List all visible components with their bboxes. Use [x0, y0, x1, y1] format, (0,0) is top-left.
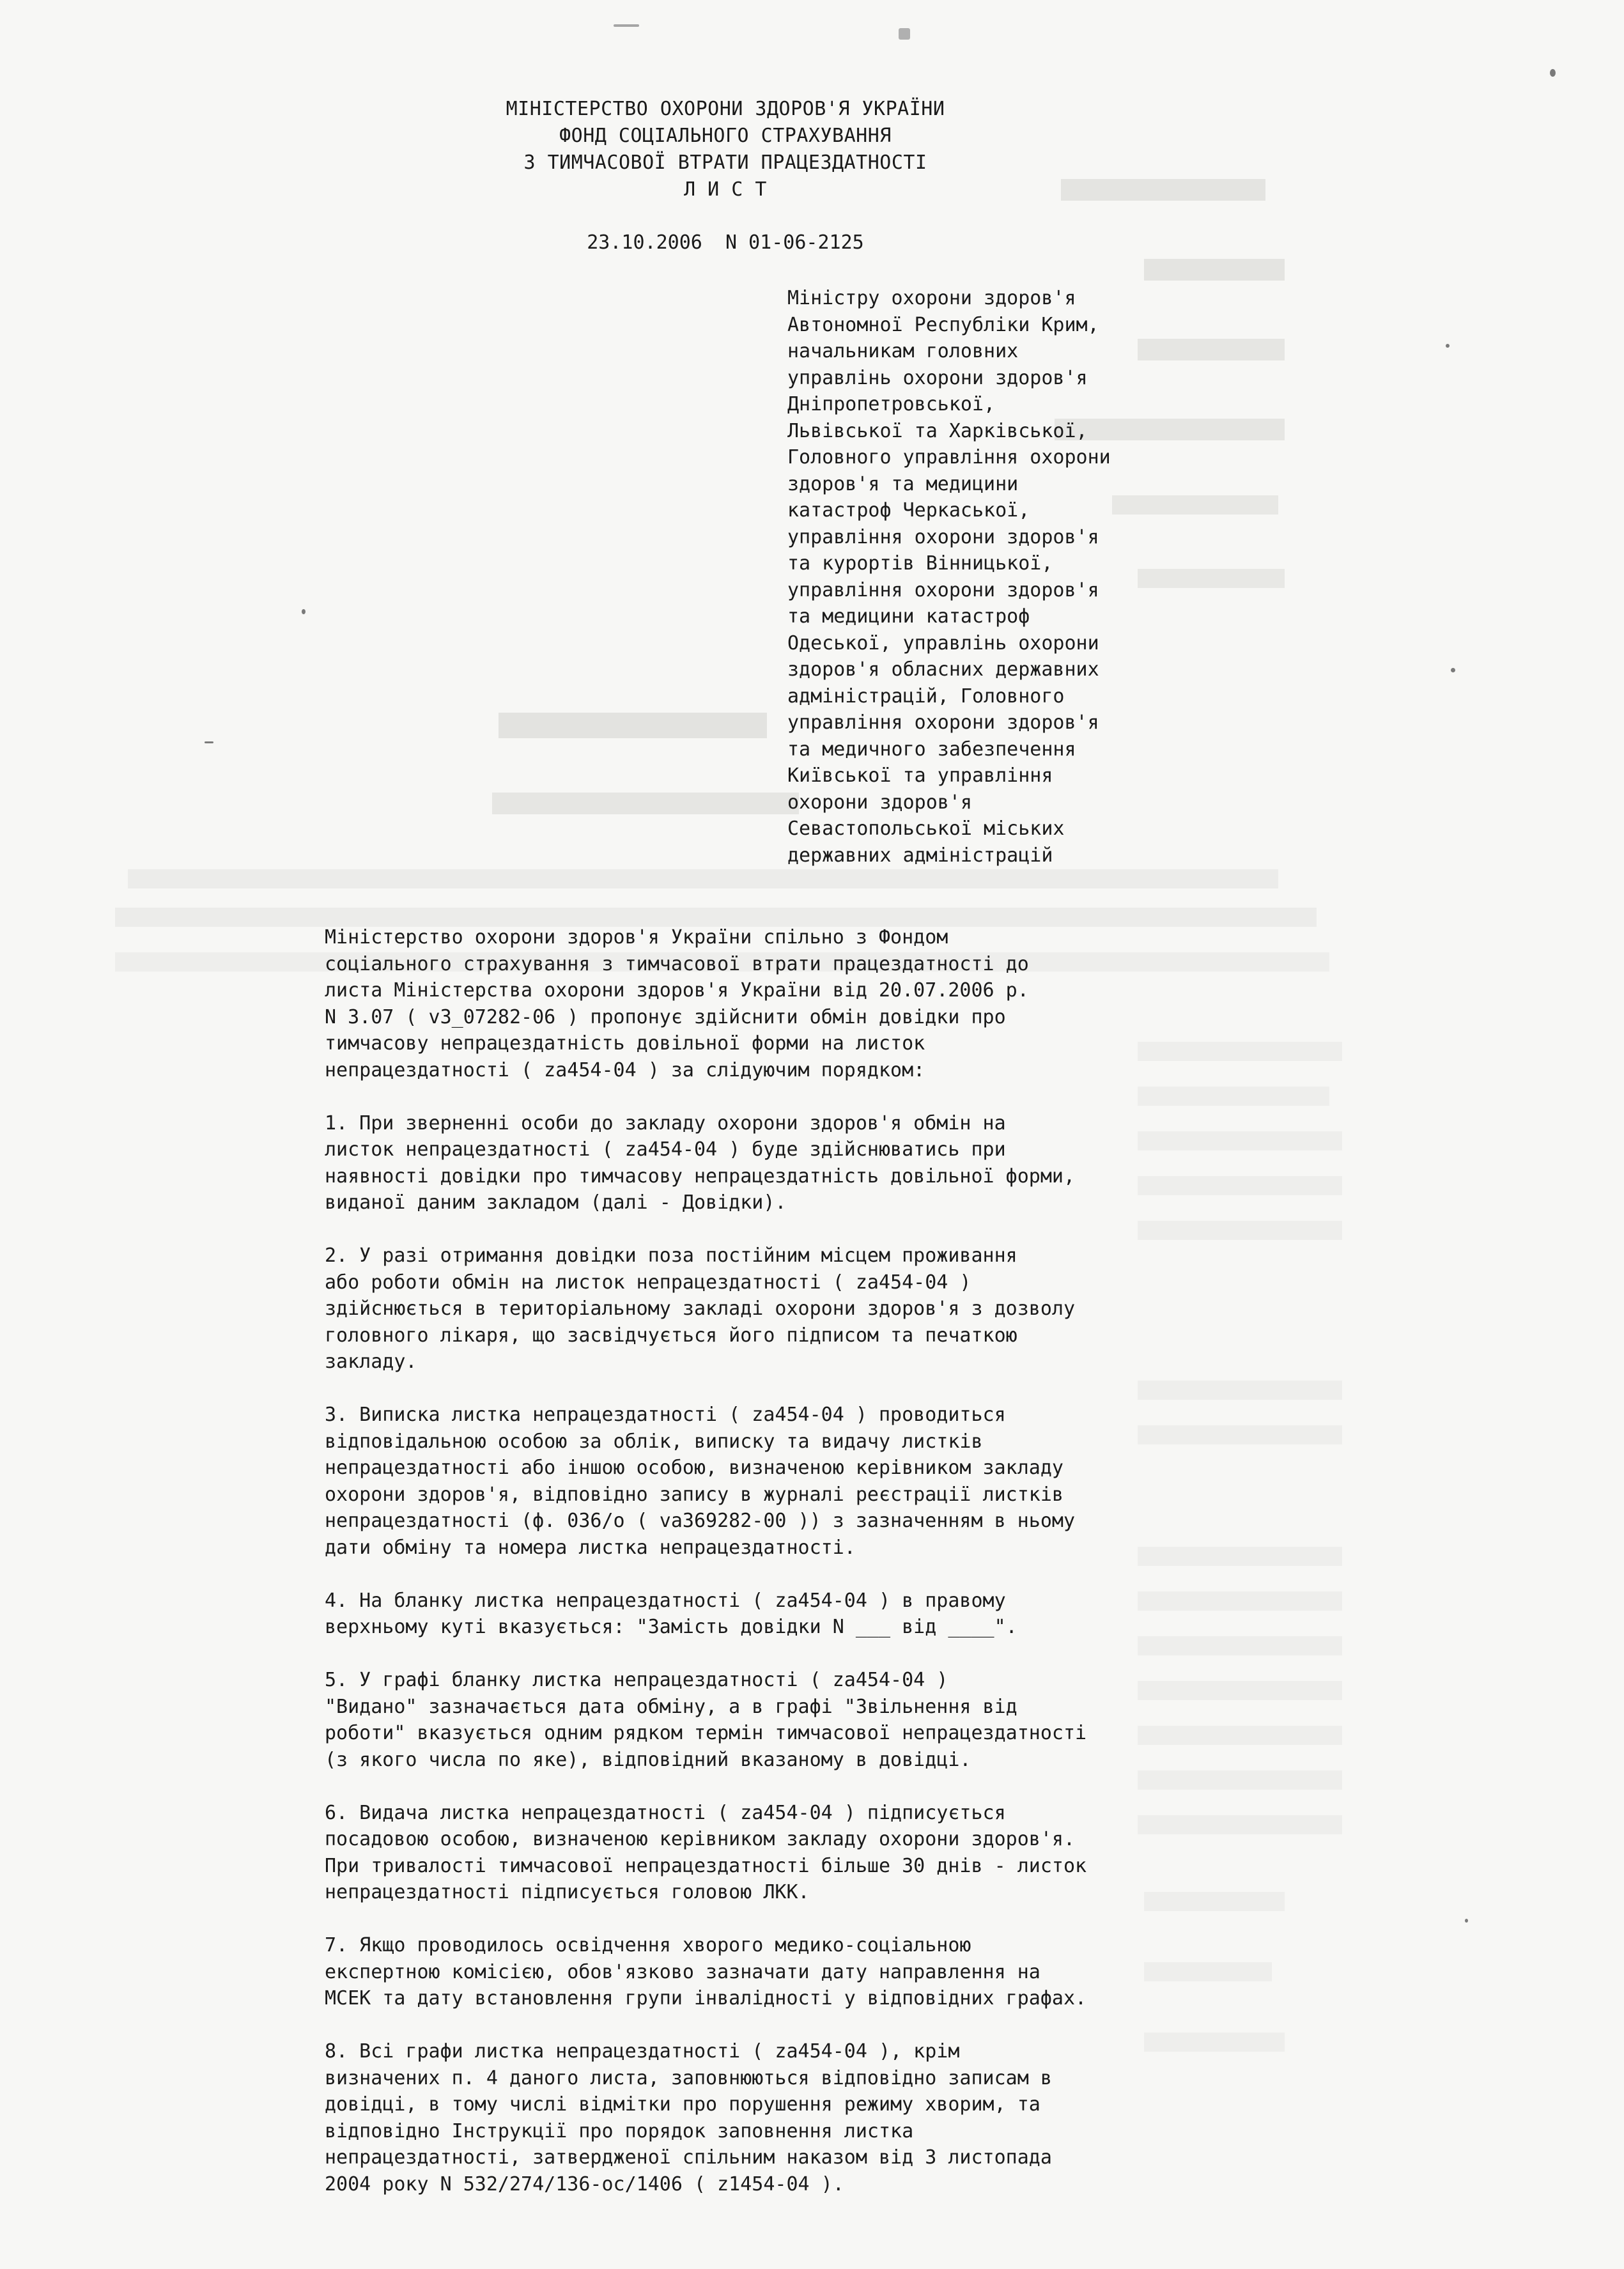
- fund-subtitle: З ТИМЧАСОВОЇ ВТРАТИ ПРАЦЕЗДАТНОСТІ: [523, 151, 927, 174]
- list-item-6: 6. Видача листка непрацездатності ( za454-04 ) підписується посадовою особою, визначеною керівником закладу охорони здоров'я. При тривалості тимчасової непрацездатності більше 30 днів - листок непрацездатності підписується головою ЛКК.: [325, 1801, 1087, 1903]
- scan-speck: [205, 741, 213, 743]
- list-item-4: 4. На бланку листка непрацездатності ( za454-04 ) в правому верхньому куті вказується: "Замість довідки N ___ від ____".: [325, 1589, 1017, 1638]
- list-item-7: 7. Якщо проводилось освідчення хворого медико-соціальною експертною комісією, обов'язково зазначати дату направлення на МСЕК та дату встановлення групи інвалідності у відповідних графах.: [325, 1934, 1087, 2010]
- addressee-block: Міністру охорони здоров'я Автономної Республіки Крим, начальникам головних управлінь охорони здоров'я Дніпропетровської, Львівської та Харківської, Головного управління охорони здоров'я та медицини катастроф Черкаської, управління охорони здоров'я та курортів Вінницької, управління охорони здоров'я та медицини катастроф Одеської, управлінь охорони здоров'я обласних державних адміністрацій, Головного управління охорони здоров'я та медичного забезпечення Київської та управління охорони здоров'я Севастопольської міських державних адміністрацій: [787, 287, 1111, 867]
- scan-speck: [899, 28, 910, 40]
- fund-title: ФОНД СОЦІАЛЬНОГО СТРАХУВАННЯ: [559, 125, 892, 147]
- document-type: Л И С Т: [684, 178, 767, 201]
- scan-speck: [1465, 1919, 1468, 1923]
- letter-header: [0, 96, 1451, 203]
- scan-speck: [1451, 668, 1455, 672]
- intro-paragraph: Міністерство охорони здоров'я України спільно з Фондом соціального страхування з тимчасової втрати працездатності до листа Міністерства охорони здоров'я України від 20.07.2006 р. N 3.07 ( v3_07282-06 ) пропонує здійснити обмін довідки про тимчасову непрацездатність довільної форми на листок непрацездатності ( za454-04 ) за слідуючим порядком:: [325, 926, 1029, 1081]
- list-item-5: 5. У графі бланку листка непрацездатності ( za454-04 ) "Видано" зазначається дата обміну, а в графі "Звільнення від роботи" вказується одним рядком термін тимчасової непрацездатності (з якого числа по яке), відповідний вказаному в довідці.: [325, 1669, 1087, 1771]
- scan-speck: [614, 24, 639, 27]
- ministry-title: МІНІСТЕРСТВО ОХОРОНИ ЗДОРОВ'Я УКРАЇНИ: [506, 98, 945, 120]
- list-item-8: 8. Всі графи листка непрацездатності ( za454-04 ), крім визначених п. 4 даного листа, заповнюються відповідно записам в довідці, в тому числі відмітки про порушення режиму хворим, та відповідно Інструкції про порядок заповнення листка непрацездатності, затвердженої спільним наказом від 3 листопада 2004 року N 532/274/136-ос/1406 ( z1454-04 ).: [325, 2040, 1052, 2195]
- date-and-number: 23.10.2006 N 01-06-2125: [587, 231, 864, 254]
- scan-speck: [1446, 344, 1450, 348]
- list-item-1: 1. При зверненні особи до закладу охорони здоров'я обмін на листок непрацездатності ( za454-04 ) буде здійснюватись при наявності довідки про тимчасову непрацездатність довільної форми, виданої даним закладом (далі - Довідки).: [325, 1111, 1075, 1214]
- list-item-3: 3. Виписка листка непрацездатності ( za454-04 ) проводиться відповідальною особою за облік, виписку та видачу листків непрацездатності або іншою особою, визначеною керівником закладу охорони здоров'я, відповідно запису в журналі реєстрації листків непрацездатності (ф. 036/о ( va369282-00 )) з зазначенням в ньому дати обміну та номера листка непрацездатності.: [325, 1404, 1075, 1559]
- scan-speck: [1550, 69, 1556, 77]
- list-item-2: 2. У разі отримання довідки поза постійним місцем проживання або роботи обмін на листок непрацездатності ( za454-04 ) здійснюється в територіальному закладі охорони здоров'я з дозволу головного лікаря, що засвідчується його підписом та печаткою закладу.: [325, 1244, 1075, 1373]
- scan-speck: [302, 609, 305, 614]
- letter-body: [325, 924, 1136, 2224]
